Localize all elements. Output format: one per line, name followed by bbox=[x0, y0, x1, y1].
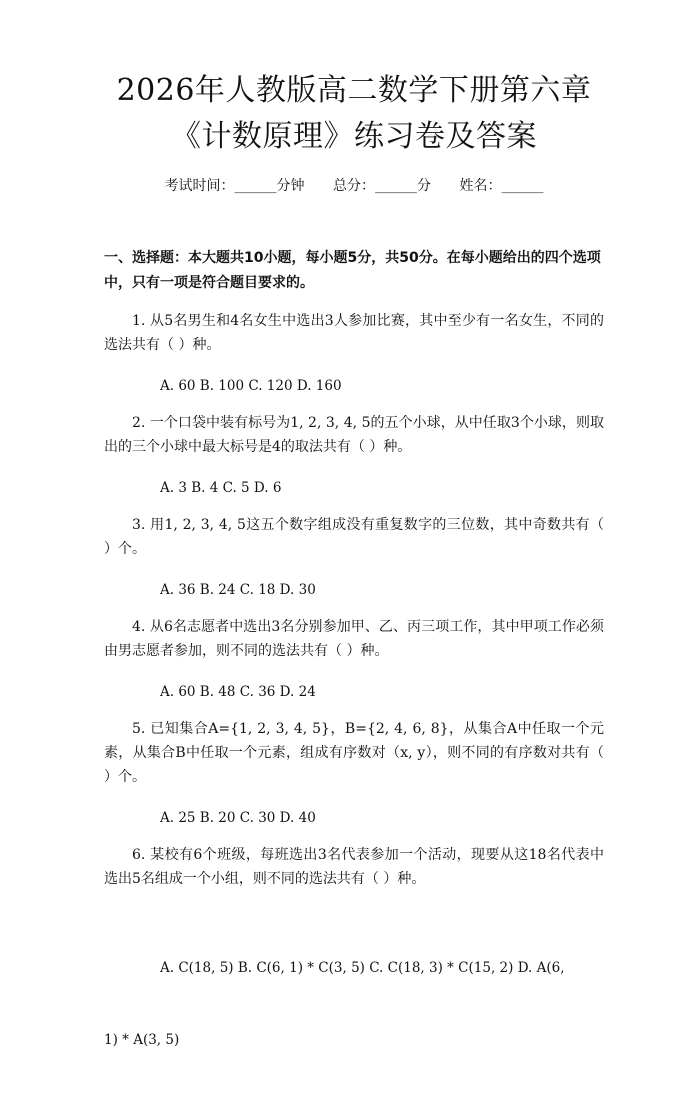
section-heading-multiple-choice: 一、选择题：本大题共10小题，每小题5分，共50分。在每小题给出的四个选项中，只有一项是符合题目要求的。 bbox=[104, 250, 601, 291]
question-5-options: A. 25 B. 20 C. 30 D. 40 bbox=[160, 810, 316, 826]
question-5: 5. 已知集合A={1, 2, 3, 4, 5}，B={2, 4, 6, 8}，从集合A中任取一个元素，从集合B中任取一个元素，组成有序数对（x, y），则不同的有序数对共有（ ）个。 bbox=[104, 721, 604, 785]
question-6: 6. 某校有6个班级，每班选出3名代表参加一个活动，现要从这18名代表中选出5名组成一个小组，则不同的选法共有（ ）种。 bbox=[104, 847, 604, 887]
question-2: 2. 一个口袋中装有标号为1, 2, 3, 4, 5的五个小球，从中任取3个小球，则取出的三个小球中最大标号是4的取法共有（ ）种。 bbox=[104, 415, 604, 455]
total-score-field: 总分：______分 bbox=[333, 178, 431, 194]
question-6-options-line-1: A. C(18, 5) B. C(6, 1) * C(3, 5) C. C(18, 3) * C(15, 2) D. A(6, bbox=[160, 960, 565, 976]
question-1: 1. 从5名男生和4名女生中选出3人参加比赛，其中至少有一名女生，不同的选法共有（ ）种。 bbox=[104, 313, 604, 353]
question-1-options: A. 60 B. 100 C. 120 D. 160 bbox=[160, 378, 342, 394]
question-6-options-line-2: 1) * A(3, 5) bbox=[104, 1032, 180, 1048]
question-3-options: A. 36 B. 24 C. 18 D. 30 bbox=[160, 582, 316, 598]
question-2-options: A. 3 B. 4 C. 5 D. 6 bbox=[160, 480, 282, 496]
question-4: 4. 从6名志愿者中选出3名分别参加甲、乙、丙三项工作，其中甲项工作必须由男志愿者参加，则不同的选法共有（ ）种。 bbox=[104, 619, 604, 659]
exam-meta bbox=[104, 176, 604, 196]
student-name-field: 姓名：______ bbox=[459, 178, 544, 194]
exam-time-field: 考试时间：______分钟 bbox=[164, 178, 305, 194]
question-6-options bbox=[104, 908, 604, 1100]
document-title: 2026年人教版高二数学下册第六章《计数原理》练习卷及答案 bbox=[116, 73, 592, 154]
question-4-options: A. 60 B. 48 C. 36 D. 24 bbox=[160, 684, 316, 700]
question-3: 3. 用1, 2, 3, 4, 5这五个数字组成没有重复数字的三位数，其中奇数共有（ ）个。 bbox=[104, 517, 604, 557]
